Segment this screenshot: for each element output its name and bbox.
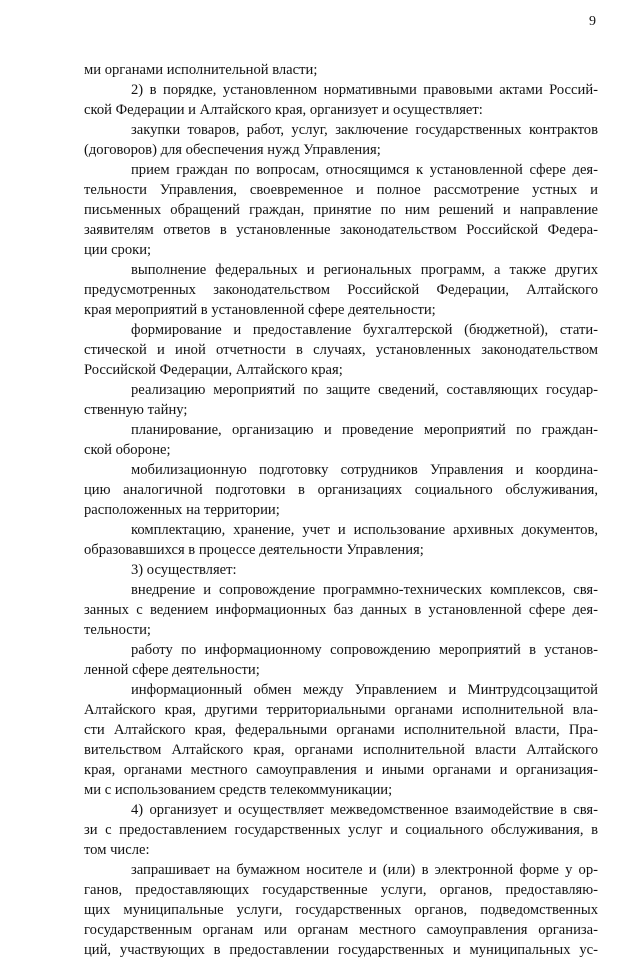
text-line: планирование, организацию и проведение мероприятий по граждан- [131,422,598,438]
text-line: ми органами исполнительной власти; [84,62,318,78]
text-line: Российской Федерации, Алтайского края; [84,362,343,378]
text-line: внедрение и сопровождение программно-технических комплексов, свя- [131,582,598,598]
text-line: вительством Алтайского края, органами исполнительной власти Алтайского [84,742,598,758]
text-line: письменных обращений граждан, принятие по ним решений и направление [84,202,598,218]
text-line: ми с использованием средств телекоммуникации; [84,782,393,798]
text-line: закупки товаров, работ, услуг, заключение государственных контрактов [131,122,598,138]
text-line: образовавшихся в процессе деятельности Управления; [84,542,424,558]
text-line: прием граждан по вопросам, относящимся к установленной сфере дея- [131,162,598,178]
text-line: комплектацию, хранение, учет и использование архивных документов, [131,522,598,538]
text-line: работу по информационному сопровождению мероприятий в установ- [131,642,598,658]
text-line: сти Алтайского края, федеральными органами исполнительной власти, Пра- [84,722,598,738]
text-line: выполнение федеральных и региональных программ, а также других [131,262,598,278]
text-line: ской обороне; [84,442,171,458]
text-line: (договоров) для обеспечения нужд Управления; [84,142,381,158]
text-line: тельности; [84,622,151,638]
page-number: 9 [589,14,596,29]
text-line: реализацию мероприятий по защите сведений, составляющих государ- [131,382,598,398]
text-line: Алтайского края, другими территориальными органами исполнительной вла- [84,702,598,718]
text-line: ской Федерации и Алтайского края, организует и осуществляет: [84,102,483,118]
text-line: информационный обмен между Управлением и Минтрудсоцзащитой [131,682,598,698]
text-line: заявителям ответов в установленные законодательством Российской Федера- [84,222,598,238]
text-line: расположенных на территории; [84,502,280,518]
document-body [84,60,598,960]
text-line: ленной сфере деятельности; [84,662,260,678]
text-line: предусмотренных законодательством Российской Федерации, Алтайского [84,282,598,298]
text-line: ций, участвующих в предоставлении государственных и муниципальных ус- [84,942,598,958]
text-line: формирование и предоставление бухгалтерской (бюджетной), стати- [131,322,598,338]
text-line: щих муниципальные услуги, государственных органов, подведомственных [84,902,598,918]
text-line: мобилизационную подготовку сотрудников Управления и координа- [131,462,598,478]
text-line: края мероприятий в установленной сфере деятельности; [84,302,436,318]
text-line: 3) осуществляет: [131,562,237,578]
text-line: государственным органам или органам местного самоуправления организа- [84,922,598,938]
text-line: зи с предоставлением государственных услуг и социального обслуживания, в [84,822,598,838]
text-line: ции сроки; [84,242,152,258]
text-line: том числе: [84,842,150,858]
text-line: ственную тайну; [84,402,188,418]
text-line: края, органами местного самоуправления и иными органами и организация- [84,762,598,778]
text-line: цию аналогичной подготовки в организациях социального обслуживания, [84,482,598,498]
text-line: ганов, предоставляющих государственные услуги, органов, предоставляю- [84,882,598,898]
text-line: запрашивает на бумажном носителе и (или) в электронной форме у ор- [131,862,598,878]
text-line: стической и иной отчетности в случаях, установленных законодательством [84,342,598,358]
text-line: тельности Управления, своевременное и полное рассмотрение устных и [84,182,598,198]
text-line: 4) организует и осуществляет межведомственное взаимодействие в свя- [131,802,598,818]
text-line: занных с ведением информационных баз данных в установленной сфере дея- [84,602,598,618]
text-line: 2) в порядке, установленном нормативными правовыми актами Россий- [131,82,598,98]
